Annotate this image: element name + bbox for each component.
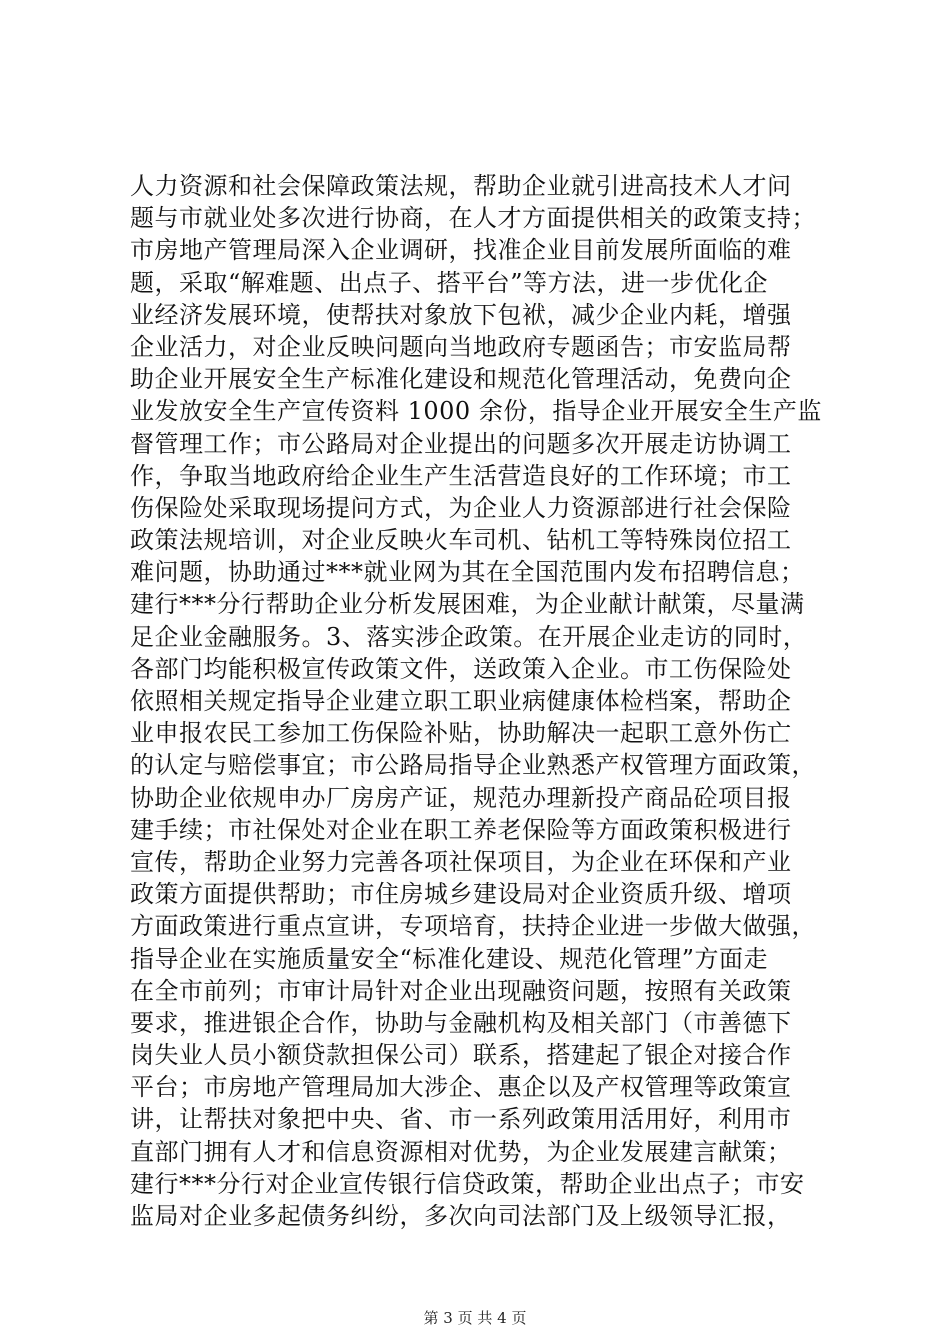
text-line: 人力资源和社会保障政策法规，帮助企业就引进高技术人才问 <box>130 172 792 200</box>
text-line: 题与市就业处多次进行协商，在人才方面提供相关的政策支持； <box>130 204 816 233</box>
text-line: 依照相关规定指导企业建立职工职业病健康体检档案，帮助企 <box>130 687 792 715</box>
text-line: 业经济发展环境，使帮扶对象放下包袱，减少企业内耗，增强 <box>130 300 792 329</box>
text-line: 监局对企业多起债务纠纷，多次向司法部门及上级领导汇报， <box>130 1202 792 1230</box>
text-line: 指导企业在实施质量安全“标准化建设、规范化管理”方面走 <box>130 944 769 973</box>
text-line: 业发放安全生产宣传资料 1000 余份，指导企业开展安全生产监 <box>130 397 822 426</box>
text-line: 协助企业依规申办厂房房产证，规范办理新投产商品砼项目报 <box>130 783 792 812</box>
text-line: 的认定与赔偿事宜；市公路局指导企业熟悉产权管理方面政策， <box>130 751 816 780</box>
text-line: 督管理工作；市公路局对企业提出的问题多次开展走访协调工 <box>130 429 792 458</box>
text-line: 市房地产管理局深入企业调研，找准企业目前发展所面临的难 <box>130 236 792 265</box>
text-line: 政策方面提供帮助；市住房城乡建设局对企业资质升级、增项 <box>130 880 792 909</box>
text-line: 岗失业人员小额贷款担保公司）联系，搭建起了银企对接合作 <box>130 1041 792 1070</box>
text-line: 在全市前列；市审计局针对企业出现融资问题，按照有关政策 <box>130 976 792 1005</box>
text-line: 宣传，帮助企业努力完善各项社保项目，为企业在环保和产业 <box>130 847 792 876</box>
text-line: 政策法规培训，对企业反映火车司机、钻机工等特殊岗位招工 <box>130 526 792 555</box>
text-line: 题，采取“解难题、出点子、搭平台”等方法，进一步优化企 <box>130 268 769 297</box>
text-line: 讲，让帮扶对象把中央、省、市一系列政策用活用好，利用市 <box>130 1105 792 1134</box>
body-text <box>130 170 850 1232</box>
text-line: 建行***分行帮助企业分析发展困难，为企业献计献策，尽量满 <box>130 590 805 619</box>
text-line: 难问题，协助通过***就业网为其在全国范围内发布招聘信息； <box>130 558 805 587</box>
text-line: 助企业开展安全生产标准化建设和规范化管理活动，免费向企 <box>130 365 792 394</box>
text-line: 平台；市房地产管理局加大涉企、惠企以及产权管理等政策宣 <box>130 1073 792 1102</box>
text-line: 伤保险处采取现场提问方式，为企业人力资源部进行社会保险 <box>130 493 792 522</box>
text-line: 建行***分行对企业宣传银行信贷政策，帮助企业出点子；市安 <box>130 1169 805 1198</box>
text-line: 作，争取当地政府给企业生产生活营造良好的工作环境；市工 <box>130 461 792 490</box>
text-line: 足企业金融服务。3、落实涉企政策。在开展企业走访的同时， <box>130 622 808 651</box>
text-line: 方面政策进行重点宣讲，专项培育，扶持企业进一步做大做强， <box>130 912 816 941</box>
text-line: 业申报农民工参加工伤保险补贴，协助解决一起职工意外伤亡 <box>130 719 792 748</box>
text-line: 建手续；市社保处对企业在职工养老保险等方面政策积极进行 <box>130 815 792 844</box>
text-line: 企业活力，对企业反映问题向当地政府专题函告；市安监局帮 <box>130 332 792 361</box>
text-line: 各部门均能积极宣传政策文件，送政策入企业。市工伤保险处 <box>130 654 792 683</box>
text-line: 要求，推进银企合作，协助与金融机构及相关部门（市善德下 <box>130 1008 792 1037</box>
page-footer: 第 3 页 共 4 页 <box>423 1309 527 1327</box>
text-line: 直部门拥有人才和信息资源相对优势，为企业发展建言献策； <box>130 1137 792 1166</box>
